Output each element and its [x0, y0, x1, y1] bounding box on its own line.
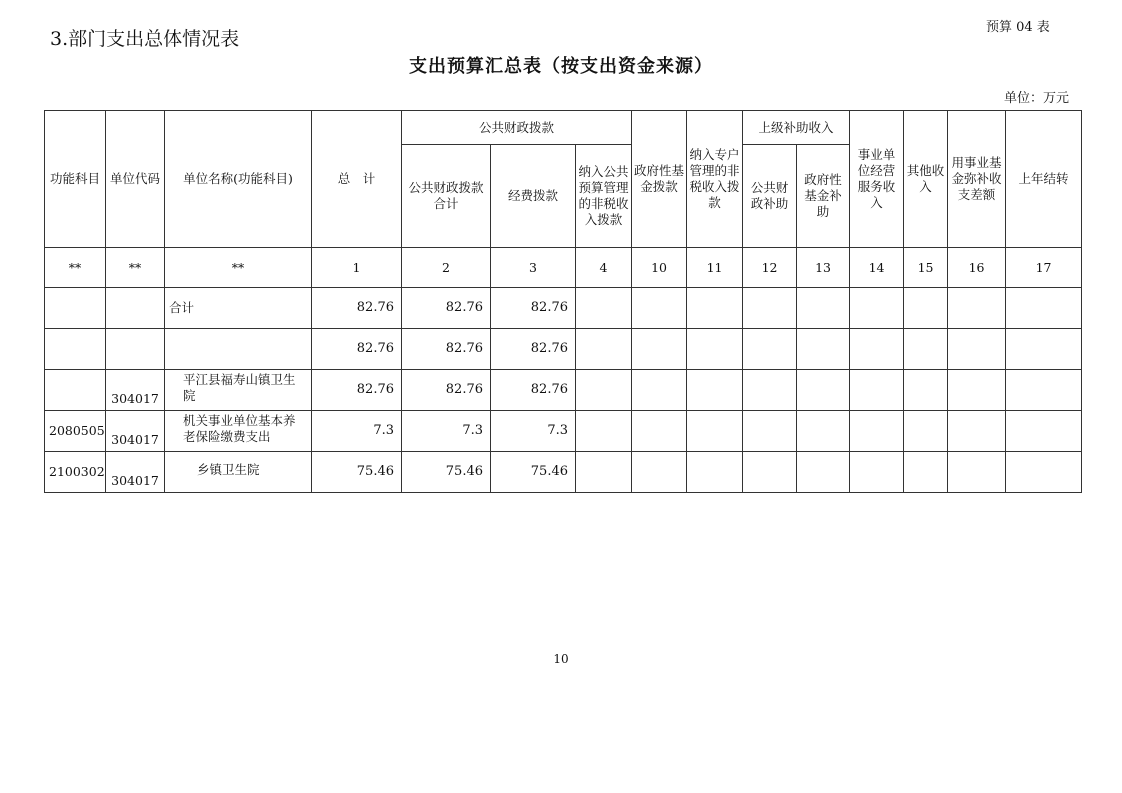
unit-code-cell: 304017 — [106, 411, 165, 452]
table-row-total — [45, 288, 1082, 329]
func-subject-cell: 2080505 — [45, 411, 106, 452]
func-subject-cell — [45, 370, 106, 411]
header-func-subject: 功能科目 — [45, 111, 106, 248]
unit-name-cell: 机关事业单位基本养老保险缴费支出 — [165, 411, 312, 452]
unit-name-cell: 合计 — [165, 288, 312, 329]
public-total-cell: 82.76 — [402, 370, 491, 411]
column-number: 12 — [743, 248, 797, 288]
public-total-cell: 82.76 — [402, 288, 491, 329]
column-number: 14 — [850, 248, 904, 288]
header-expense-alloc: 经费拨款 — [491, 145, 576, 248]
header-other-income: 其他收入 — [904, 111, 948, 248]
page-number: 10 — [553, 652, 569, 666]
header-special-nontax: 纳入专户管理的非税收入拨款 — [687, 111, 743, 248]
header-public-fiscal: 公共财政拨款 — [402, 111, 632, 145]
table-row — [45, 452, 1082, 493]
total-cell: 75.46 — [312, 452, 402, 493]
column-number: 2 — [402, 248, 491, 288]
header-total: 总 计 — [312, 111, 402, 248]
public-total-cell: 75.46 — [402, 452, 491, 493]
column-number: 13 — [797, 248, 850, 288]
expense-cell: 82.76 — [491, 370, 576, 411]
unit-name-cell: 平江县福寿山镇卫生院 — [165, 370, 312, 411]
column-number: ** — [106, 248, 165, 288]
header-business-income: 事业单位经营服务收入 — [850, 111, 904, 248]
header-gov-fund: 政府性基金拨款 — [632, 111, 687, 248]
total-cell: 82.76 — [312, 288, 402, 329]
column-number: ** — [165, 248, 312, 288]
public-total-cell: 7.3 — [402, 411, 491, 452]
header-fund-balance: 用事业基金弥补收支差额 — [948, 111, 1006, 248]
expenditure-table — [44, 110, 1082, 493]
section-title: 3.部门支出总体情况表 — [50, 28, 240, 50]
header-unit-name: 单位名称(功能科目) — [165, 111, 312, 248]
header-public-fiscal-total: 公共财政拨款合计 — [402, 145, 491, 248]
expense-cell: 7.3 — [491, 411, 576, 452]
page-title: 支出预算汇总表（按支出资金来源） — [409, 56, 713, 77]
table-row — [45, 370, 1082, 411]
header-nontax-budget: 纳入公共预算管理的非税收入拨款 — [576, 145, 632, 248]
column-number: 4 — [576, 248, 632, 288]
column-number: 11 — [687, 248, 743, 288]
form-number: 预算 04 表 — [986, 20, 1050, 35]
unit-code-cell — [106, 329, 165, 370]
total-cell: 82.76 — [312, 329, 402, 370]
column-number: ** — [45, 248, 106, 288]
unit-code-cell — [106, 288, 165, 329]
expense-cell: 82.76 — [491, 288, 576, 329]
expense-cell: 82.76 — [491, 329, 576, 370]
column-number: 1 — [312, 248, 402, 288]
column-number: 15 — [904, 248, 948, 288]
func-subject-cell — [45, 329, 106, 370]
unit-label: 单位：万元 — [1004, 91, 1070, 106]
func-subject-cell — [45, 288, 106, 329]
header-public-fiscal-subsidy: 公共财政补助 — [743, 145, 797, 248]
column-number: 3 — [491, 248, 576, 288]
unit-name-cell — [165, 329, 312, 370]
expense-cell: 75.46 — [491, 452, 576, 493]
unit-name-cell: 乡镇卫生院 — [165, 452, 312, 493]
header-unit-code: 单位代码 — [106, 111, 165, 248]
header-carryover: 上年结转 — [1006, 111, 1082, 248]
column-number-row — [45, 248, 1082, 288]
public-total-cell: 82.76 — [402, 329, 491, 370]
table-row — [45, 411, 1082, 452]
column-number: 10 — [632, 248, 687, 288]
total-cell: 7.3 — [312, 411, 402, 452]
header-superior-subsidy: 上级补助收入 — [743, 111, 850, 145]
unit-code-cell: 304017 — [106, 370, 165, 411]
func-subject-cell: 2100302 — [45, 452, 106, 493]
table-row — [45, 329, 1082, 370]
unit-code-cell: 304017 — [106, 452, 165, 493]
total-cell: 82.76 — [312, 370, 402, 411]
header-gov-fund-subsidy: 政府性基金补助 — [797, 145, 850, 248]
column-number: 16 — [948, 248, 1006, 288]
column-number: 17 — [1006, 248, 1082, 288]
